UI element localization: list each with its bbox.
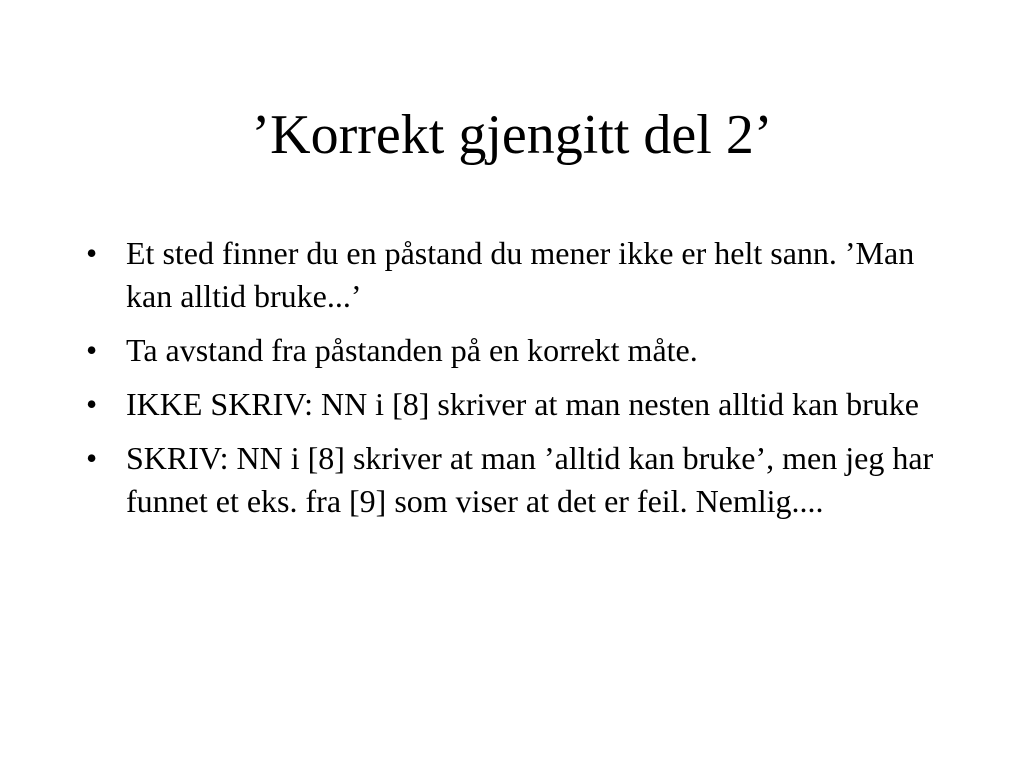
bullet-text: IKKE SKRIV: NN i [8] skriver at man nesten alltid kan bruke (126, 386, 919, 422)
bullet-marker: • (86, 386, 98, 422)
bullet-marker: • (86, 332, 98, 368)
bullet-marker: • (86, 235, 98, 271)
bullet-item (86, 329, 956, 372)
bullet-text: SKRIV: NN i [8] skriver at man ’alltid kan bruke’, men jeg har funnet et eks. fra [9] som viser at det er feil. Nemlig.... (126, 440, 934, 519)
bullet-marker: • (86, 440, 98, 476)
bullet-list (86, 232, 956, 534)
bullet-item (86, 437, 956, 523)
bullet-item (86, 383, 956, 426)
bullet-text: Ta avstand fra påstanden på en korrekt måte. (126, 332, 698, 368)
bullet-text: Et sted finner du en påstand du mener ikke er helt sann. ’Man kan alltid bruke...’ (126, 235, 915, 314)
bullet-item (86, 232, 956, 318)
slide-title: ’Korrekt gjengitt del 2’ (251, 104, 773, 166)
